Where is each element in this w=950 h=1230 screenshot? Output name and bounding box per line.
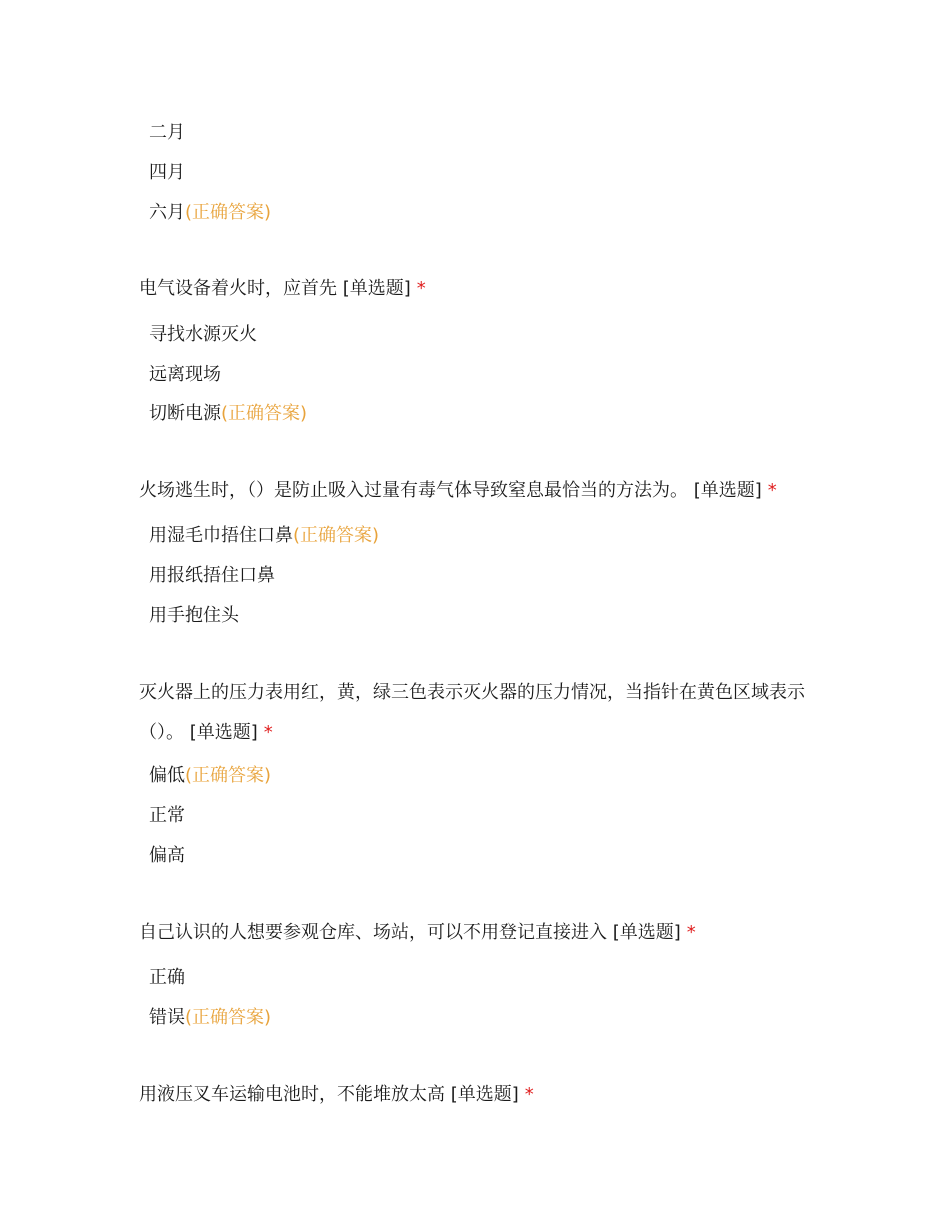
option-item [149, 844, 185, 868]
question-text: 灭火器上的压力表用红，黄，绿三色表示灭火器的压力情况，当指针在黄色区域表示（）。 [139, 682, 805, 743]
option-item [149, 201, 271, 225]
required-mark: * [767, 480, 777, 501]
option-item [149, 804, 185, 828]
required-mark: * [524, 1084, 534, 1105]
correct-answer-tag: (正确答案) [221, 403, 308, 424]
option-text: 偏低 [149, 765, 185, 786]
question-title [139, 1075, 829, 1115]
question-type: [单选题] [342, 278, 411, 299]
option-text: 寻找水源灭火 [149, 324, 257, 345]
option-text: 四月 [149, 162, 185, 183]
option-item [149, 564, 275, 588]
option-item [149, 764, 271, 788]
option-item [149, 363, 221, 387]
question-title [139, 673, 829, 753]
question-text: 电气设备着火时，应首先 [139, 278, 337, 299]
option-item [149, 323, 257, 347]
option-text: 正常 [149, 805, 185, 826]
option-text: 切断电源 [149, 403, 221, 424]
question-title [139, 471, 829, 511]
option-text: 正确 [149, 967, 185, 988]
question-text: 自己认识的人想要参观仓库、场站，可以不用登记直接进入 [139, 922, 607, 943]
option-text: 错误 [149, 1007, 185, 1028]
question-title [139, 269, 829, 309]
required-mark: * [686, 922, 696, 943]
option-item [149, 604, 239, 628]
option-item [149, 966, 185, 990]
correct-answer-tag: (正确答案) [185, 1007, 272, 1028]
option-text: 用手抱住头 [149, 605, 239, 626]
required-mark: * [263, 722, 273, 743]
question-text: 用液压叉车运输电池时，不能堆放太高 [139, 1084, 445, 1105]
correct-answer-tag: (正确答案) [293, 525, 380, 546]
question-type: [单选题] [450, 1084, 519, 1105]
option-text: 用报纸捂住口鼻 [149, 565, 275, 586]
question-type: [单选题] [189, 722, 258, 743]
option-text: 二月 [149, 122, 185, 143]
question-type: [单选题] [693, 480, 762, 501]
option-item [149, 121, 185, 145]
correct-answer-tag: (正确答案) [185, 765, 272, 786]
option-text: 远离现场 [149, 364, 221, 385]
question-text: 火场逃生时，（）是防止吸入过量有毒气体导致窒息最恰当的方法为。 [139, 480, 688, 501]
option-item [149, 161, 185, 185]
option-text: 六月 [149, 202, 185, 223]
correct-answer-tag: (正确答案) [185, 202, 272, 223]
question-title [139, 913, 829, 953]
question-type: [单选题] [612, 922, 681, 943]
option-item [149, 524, 379, 548]
option-text: 用湿毛巾捂住口鼻 [149, 525, 293, 546]
option-item [149, 1006, 271, 1030]
option-item [149, 402, 307, 426]
required-mark: * [416, 278, 426, 299]
option-text: 偏高 [149, 845, 185, 866]
